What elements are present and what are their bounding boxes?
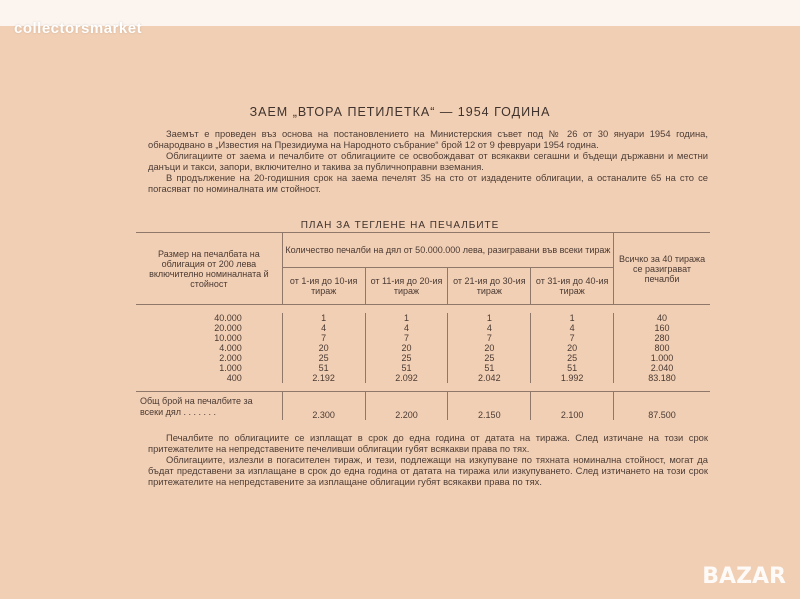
- document-title: ЗАЕМ „ВТОРА ПЕТИЛЕТКА“ — 1954 ГОДИНА: [249, 105, 551, 119]
- count-cell: 4: [282, 323, 365, 333]
- table-row: [136, 333, 710, 343]
- header-prize-size: Размер на печалбата на облигация от 200 лева включително номиналната й стойност: [136, 233, 282, 305]
- count-cell: 51: [282, 363, 365, 373]
- count-cell: 1.992: [531, 373, 614, 383]
- totals-cell: 2.200: [365, 392, 448, 421]
- totals-cell: 2.100: [531, 392, 614, 421]
- paragraph-legal-basis: Заемът е проведен въз основа на постановлението на Министерския съвет под № 26 от 30 януари 1954 година, обнародвано в „Известия на Президиума на Народното събрание“ брой 12 от 9 февруари 1954 година.: [148, 128, 708, 150]
- count-cell: 20: [531, 343, 614, 353]
- header-draws-1-10: от 1-ия до 10-ия тираж: [282, 268, 365, 305]
- prize-size: 4.000: [219, 343, 242, 353]
- total-cell: 1.000: [614, 353, 710, 363]
- count-cell: 2.092: [365, 373, 448, 383]
- prize-size: 400: [226, 373, 242, 383]
- prize-plan-table: [136, 232, 710, 420]
- count-cell: 2.192: [282, 373, 365, 383]
- prize-size: 2.000: [219, 353, 242, 363]
- count-cell: 7: [282, 333, 365, 343]
- header-draws-21-30: от 21-ия до 30-ия тираж: [448, 268, 531, 305]
- prize-size: 1.000: [219, 363, 242, 373]
- count-cell: 51: [448, 363, 531, 373]
- count-cell: 20: [448, 343, 531, 353]
- count-cell: 25: [448, 353, 531, 363]
- count-cell: 2.042: [448, 373, 531, 383]
- watermark: collectorsmarket: [14, 20, 143, 37]
- table-row: [136, 323, 710, 333]
- count-cell: 1: [365, 313, 448, 323]
- count-cell: 4: [448, 323, 531, 333]
- totals-cell: 2.300: [282, 392, 365, 421]
- table-title: ПЛАН ЗА ТЕГЛЕНЕ НА ПЕЧАЛБИТЕ: [300, 220, 500, 231]
- total-cell: 800: [614, 343, 710, 353]
- bazar-logo: BAZAR: [702, 564, 786, 589]
- count-cell: 25: [531, 353, 614, 363]
- paragraph-payment-terms: Печалбите по облигациите се изплащат в срок до една година от датата на тиража. След изтичане на този срок притежателите на непредставените печеливши облигации губят всякакви права по тях.: [148, 432, 708, 454]
- total-cell: 40: [614, 313, 710, 323]
- count-cell: 1: [531, 313, 614, 323]
- total-cell: 160: [614, 323, 710, 333]
- totals-row: [136, 392, 710, 421]
- header-total: Всичко за 40 тиража се разиграват печалби: [614, 233, 710, 305]
- count-cell: 20: [282, 343, 365, 353]
- count-cell: 7: [531, 333, 614, 343]
- table-row: [136, 363, 710, 373]
- header-group: Количество печалби на дял от 50.000.000 лева, разигравани във всеки тираж: [282, 233, 613, 268]
- total-cell: 83.180: [614, 373, 710, 383]
- paragraph-tax-exemption: Облигациите от заема и печалбите от облигациите се освобождават от всякакви сегашни и бъдещи държавни и местни данъци и такси, запори, включително и такива за публичноправни вземания.: [148, 150, 708, 172]
- count-cell: 7: [448, 333, 531, 343]
- header-draws-11-20: от 11-ия до 20-ия тираж: [365, 268, 448, 305]
- intro-text: [148, 128, 708, 194]
- prize-size: 40.000: [214, 313, 242, 323]
- totals-label: Общ брой на печалбите за всеки дял . . . . . . .: [136, 392, 282, 421]
- prize-size: 20.000: [214, 323, 242, 333]
- total-cell: 280: [614, 333, 710, 343]
- prize-size: 10.000: [214, 333, 242, 343]
- totals-cell: 2.150: [448, 392, 531, 421]
- paragraph-redemption-terms: Облигациите, излезли в погасителен тираж, и тези, подлежащи на изкупуване по тяхната номинална стойност, могат да бъдат представени за изплащане в срок до една година от датата на тиража или изкупуването. След изтичането на този срок притежателите на непредставените за изплащане облигации губят всякакви права по тях.: [148, 454, 708, 487]
- count-cell: 4: [531, 323, 614, 333]
- total-cell: 2.040: [614, 363, 710, 373]
- count-cell: 51: [365, 363, 448, 373]
- count-cell: 1: [282, 313, 365, 323]
- table-row: [136, 373, 710, 383]
- paragraph-winning-share: В продължение на 20-годишния срок на заема печелят 35 на сто от издадените облигации, а останалите 65 на сто се погасяват по номиналната им стойност.: [148, 172, 708, 194]
- count-cell: 25: [365, 353, 448, 363]
- count-cell: 51: [531, 363, 614, 373]
- count-cell: 20: [365, 343, 448, 353]
- table-row: [136, 343, 710, 353]
- count-cell: 4: [365, 323, 448, 333]
- footer-text: [148, 432, 708, 487]
- header-draws-31-40: от 31-ия до 40-ия тираж: [531, 268, 614, 305]
- totals-grand-cell: 87.500: [614, 392, 710, 421]
- count-cell: 1: [448, 313, 531, 323]
- table-row: [136, 353, 710, 363]
- count-cell: 25: [282, 353, 365, 363]
- table-row: [136, 313, 710, 323]
- count-cell: 7: [365, 333, 448, 343]
